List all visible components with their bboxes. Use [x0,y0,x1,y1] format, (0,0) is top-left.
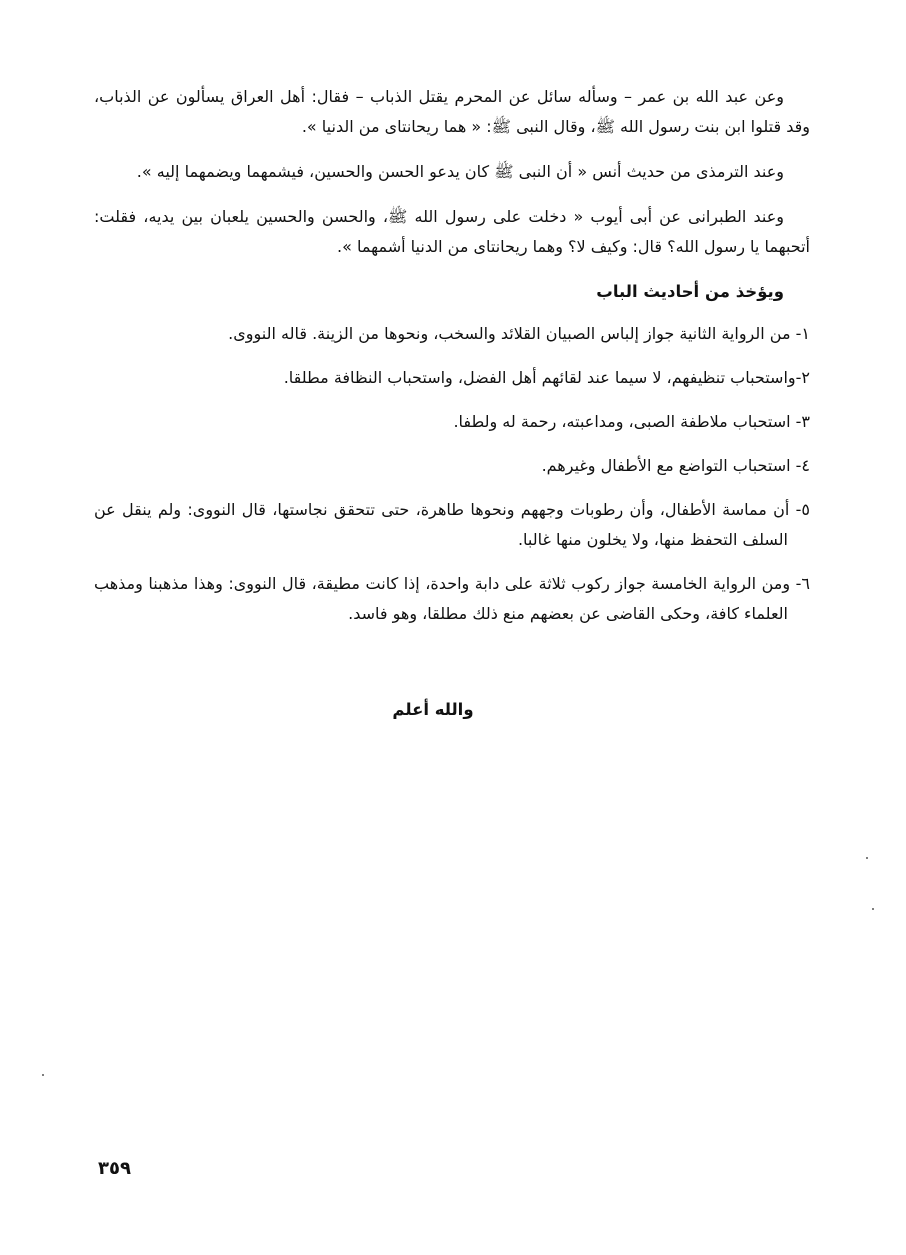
hadith-paragraph-tabarani: وعند الطبرانى عن أبى أيوب « دخلت على رسول الله ﷺ، والحسن والحسين يلعبان بين يديه، فقلت: أتحبهما يا رسول الله؟ قال: وكيف لا؟ وهما ريحانتاى من الدنيا أشمهما ». [94,207,810,256]
ruling-item: ٤- استحباب التواضع مع الأطفال وغيرهم. [541,456,810,475]
main-text [94,82,810,643]
closing-phrase: والله أعلم [392,700,474,719]
hadith-paragraph-tirmidhi: وعند الترمذى من حديث أنس « أن النبى ﷺ كان يدعو الحسن والحسين، فيشمهما ويضمهما إليه ». [136,162,784,181]
scan-speck [866,857,868,859]
ruling-item: ١- من الرواية الثانية جواز إلباس الصبيان القلائد والسخب، ونحوها من الزينة. قاله النووى. [228,324,810,343]
ruling-item: ٢-واستحباب تنظيفهم، لا سيما عند لقائهم أهل الفضل، واستحباب النظافة مطلقا. [283,368,810,387]
rulings-list [94,319,810,629]
page-number: ٣٥٩ [98,1158,131,1179]
scan-speck [872,908,874,910]
ruling-item: ٣- استحباب ملاطفة الصبى، ومداعبته، رحمة له ولطفا. [453,412,810,431]
ruling-item: ٥- أن مماسة الأطفال، وأن رطوبات وجههم ونحوها طاهرة، حتى تتحقق نجاستها، قال النووى: ولم ينقل عن السلف التحفظ منها، ولا يخلون منها غالبا. [94,500,810,549]
ruling-item: ٦- ومن الرواية الخامسة جواز ركوب ثلاثة على دابة واحدة، إذا كانت مطيقة، قال النووى: وهذا مذهبنا ومذهب العلماء كافة، وحكى القاضى عن بعضهم منع ذلك مطلقا، وهو فاسد. [94,574,810,623]
scan-speck [42,1074,44,1076]
hadith-paragraph-ibn-umar: وعن عبد الله بن عمر – وسأله سائل عن المحرم يقتل الذباب – فقال: أهل العراق يسألون عن الذباب، وقد قتلوا ابن بنت رسول الله ﷺ، وقال النبى ﷺ: « هما ريحانتاى من الدنيا ». [94,87,810,136]
section-heading: ويؤخذ من أحاديث الباب [596,282,784,301]
